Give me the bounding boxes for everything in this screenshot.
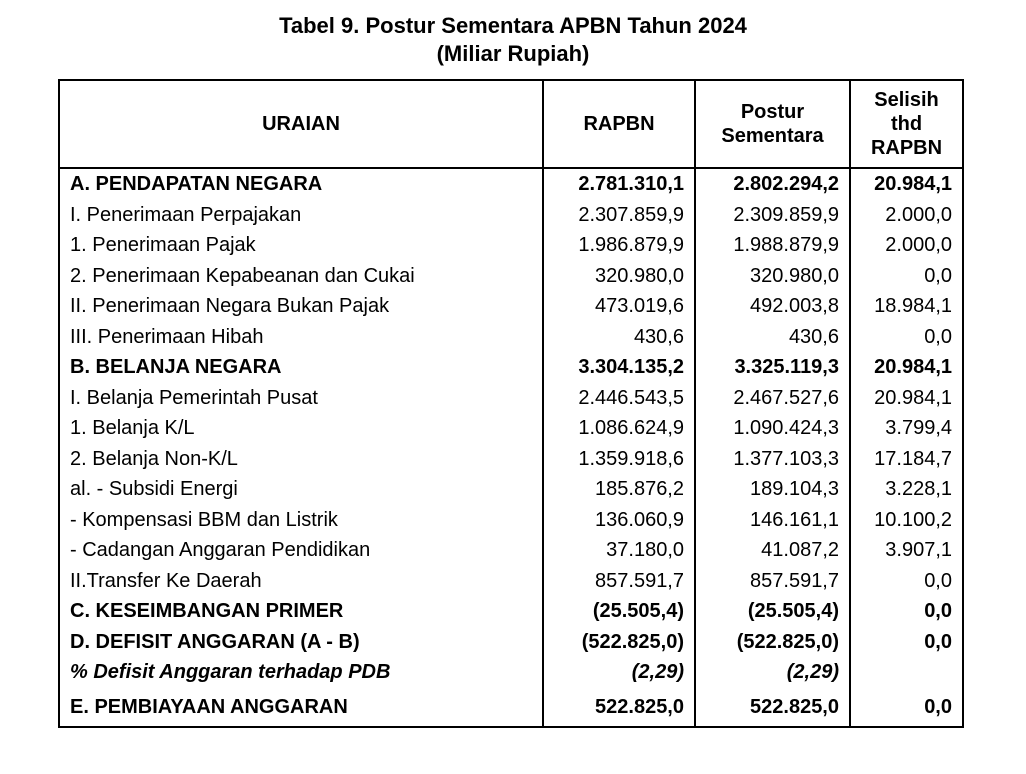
row-label: II.Transfer Ke Daerah <box>59 566 543 597</box>
table-row <box>59 474 963 505</box>
row-label: - Kompensasi BBM dan Listrik <box>59 505 543 536</box>
row-label: 1. Penerimaan Pajak <box>59 230 543 261</box>
rapbn-value: 1.359.918,6 <box>543 444 695 475</box>
postur-sementara-value: 2.467.527,6 <box>695 383 850 414</box>
table-row <box>59 657 963 688</box>
postur-sementara-value: 492.003,8 <box>695 291 850 322</box>
table-row <box>59 383 963 414</box>
rapbn-value: 2.781.310,1 <box>543 168 695 200</box>
postur-sementara-value: 1.988.879,9 <box>695 230 850 261</box>
row-label: 2. Belanja Non-K/L <box>59 444 543 475</box>
selisih-value: 0,0 <box>850 566 963 597</box>
selisih-value: 10.100,2 <box>850 505 963 536</box>
table-row <box>59 168 963 200</box>
rapbn-value: (2,29) <box>543 657 695 688</box>
selisih-value: 2.000,0 <box>850 200 963 231</box>
selisih-value: 0,0 <box>850 688 963 727</box>
header-row <box>59 80 963 168</box>
table-row <box>59 535 963 566</box>
rapbn-value: 3.304.135,2 <box>543 352 695 383</box>
table-row <box>59 413 963 444</box>
selisih-value: 0,0 <box>850 322 963 353</box>
row-label: 2. Penerimaan Kepabeanan dan Cukai <box>59 261 543 292</box>
rapbn-value: 320.980,0 <box>543 261 695 292</box>
selisih-value: 20.984,1 <box>850 168 963 200</box>
selisih-value: 0,0 <box>850 261 963 292</box>
postur-sementara-value: 146.161,1 <box>695 505 850 536</box>
row-label: A. PENDAPATAN NEGARA <box>59 168 543 200</box>
apbn-table <box>58 79 964 728</box>
table-row <box>59 627 963 658</box>
rapbn-value: 2.307.859,9 <box>543 200 695 231</box>
selisih-value: 3.228,1 <box>850 474 963 505</box>
rapbn-value: 430,6 <box>543 322 695 353</box>
row-label: % Defisit Anggaran terhadap PDB <box>59 657 543 688</box>
table-row <box>59 505 963 536</box>
selisih-value: 3.907,1 <box>850 535 963 566</box>
col-header-selisih: Selisih thd RAPBN <box>850 80 963 168</box>
row-label: B. BELANJA NEGARA <box>59 352 543 383</box>
postur-sementara-value: 2.802.294,2 <box>695 168 850 200</box>
rapbn-value: 1.086.624,9 <box>543 413 695 444</box>
rapbn-value: 185.876,2 <box>543 474 695 505</box>
col-header-postur-sementara: Postur Sementara <box>695 80 850 168</box>
col-header-uraian: URAIAN <box>59 80 543 168</box>
table-row <box>59 688 963 727</box>
row-label: al. - Subsidi Energi <box>59 474 543 505</box>
postur-sementara-value: 1.090.424,3 <box>695 413 850 444</box>
postur-sementara-value: 2.309.859,9 <box>695 200 850 231</box>
row-label: II. Penerimaan Negara Bukan Pajak <box>59 291 543 322</box>
selisih-value: 0,0 <box>850 627 963 658</box>
table-row <box>59 291 963 322</box>
table-row <box>59 352 963 383</box>
row-label: I. Belanja Pemerintah Pusat <box>59 383 543 414</box>
table-row <box>59 230 963 261</box>
rapbn-value: 1.986.879,9 <box>543 230 695 261</box>
row-label: C. KESEIMBANGAN PRIMER <box>59 596 543 627</box>
row-label: D. DEFISIT ANGGARAN (A - B) <box>59 627 543 658</box>
postur-sementara-value: 430,6 <box>695 322 850 353</box>
selisih-value <box>850 657 963 688</box>
table-row <box>59 566 963 597</box>
postur-sementara-value: 522.825,0 <box>695 688 850 727</box>
rapbn-value: 136.060,9 <box>543 505 695 536</box>
postur-sementara-value: 320.980,0 <box>695 261 850 292</box>
postur-sementara-value: 41.087,2 <box>695 535 850 566</box>
rapbn-value: (522.825,0) <box>543 627 695 658</box>
selisih-value: 20.984,1 <box>850 352 963 383</box>
selisih-value: 3.799,4 <box>850 413 963 444</box>
postur-sementara-value: 857.591,7 <box>695 566 850 597</box>
table-body <box>59 168 963 727</box>
selisih-value: 20.984,1 <box>850 383 963 414</box>
selisih-value: 2.000,0 <box>850 230 963 261</box>
row-label: I. Penerimaan Perpajakan <box>59 200 543 231</box>
row-label: 1. Belanja K/L <box>59 413 543 444</box>
table-row <box>59 200 963 231</box>
selisih-value: 18.984,1 <box>850 291 963 322</box>
rapbn-value: 522.825,0 <box>543 688 695 727</box>
postur-sementara-value: 189.104,3 <box>695 474 850 505</box>
row-label: III. Penerimaan Hibah <box>59 322 543 353</box>
postur-sementara-value: (2,29) <box>695 657 850 688</box>
postur-sementara-value: 3.325.119,3 <box>695 352 850 383</box>
row-label: - Cadangan Anggaran Pendidikan <box>59 535 543 566</box>
rapbn-value: 2.446.543,5 <box>543 383 695 414</box>
rapbn-value: (25.505,4) <box>543 596 695 627</box>
rapbn-value: 473.019,6 <box>543 291 695 322</box>
row-label: E. PEMBIAYAAN ANGGARAN <box>59 688 543 727</box>
postur-sementara-value: (522.825,0) <box>695 627 850 658</box>
table-row <box>59 261 963 292</box>
table-row <box>59 444 963 475</box>
postur-sementara-value: 1.377.103,3 <box>695 444 850 475</box>
rapbn-value: 37.180,0 <box>543 535 695 566</box>
rapbn-value: 857.591,7 <box>543 566 695 597</box>
selisih-value: 0,0 <box>850 596 963 627</box>
table-subtitle: (Miliar Rupiah) <box>436 41 590 66</box>
col-header-rapbn: RAPBN <box>543 80 695 168</box>
table-row <box>59 596 963 627</box>
selisih-value: 17.184,7 <box>850 444 963 475</box>
table-title: Tabel 9. Postur Sementara APBN Tahun 2024 <box>279 13 747 38</box>
postur-sementara-value: (25.505,4) <box>695 596 850 627</box>
table-row <box>59 322 963 353</box>
